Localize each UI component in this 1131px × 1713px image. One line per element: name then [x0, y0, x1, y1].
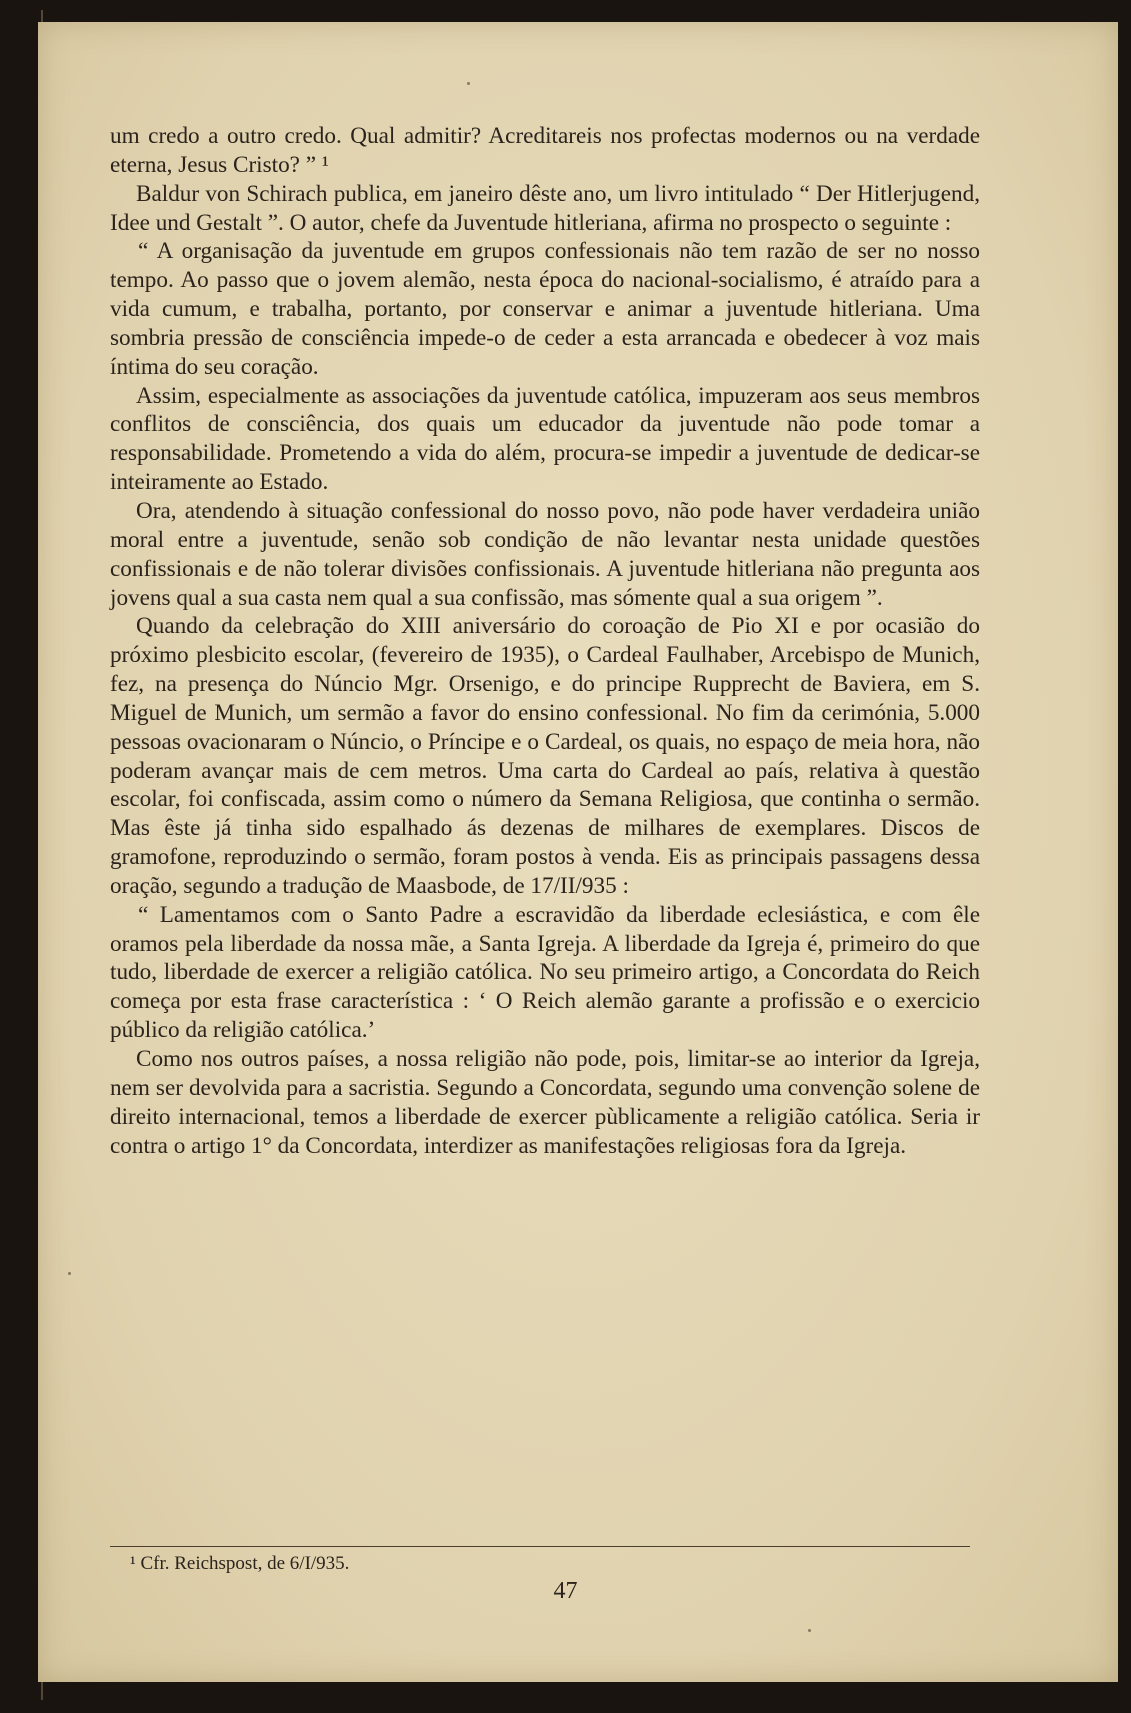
paragraph-2: Baldur von Schirach publica, em janeiro dêste ano, um livro intitulado “ Der Hitlerjugend, Idee und Gestalt ”. O autor, chefe da Juventude hitleriana, afirma no prospecto o seguinte : — [110, 180, 980, 236]
footnote: ¹ Cfr. Reichspost, de 6/I/935. — [130, 1553, 350, 1574]
paper-speck — [68, 1272, 71, 1275]
paper-speck — [808, 1629, 811, 1632]
paragraph-8: Como nos outros países, a nossa religião não pode, pois, limitar-se ao interior da Igreja, nem ser devolvida para a sacristia. Segundo a Concordata, segundo uma convenção solene de direito internacional, temos a liberdade de exercer pùblicamente a religião católica. Seria ir contra o artigo 1° da Concordata, interdizer as manifestações religiosas fora da Igreja. — [110, 1046, 980, 1159]
paper-speck — [467, 82, 470, 85]
paragraph-3: “ A organisação da juventude em grupos confessionais não tem razão de ser no nosso tempo. Ao passo que o jovem alemão, nesta época do nacional-socialismo, é atraído para a vida cumum, e trabalha, portanto, por conservar e animar a juventude hitleriana. Uma sombria pressão de consciência impede-o de ceder a esta arrancada e obedecer à voz mais íntima do seu coração. — [110, 238, 980, 380]
page-number: 47 — [553, 1578, 578, 1604]
paragraph-1: um credo a outro credo. Qual admitir? Acreditareis nos profectas modernos ou na verdade eterna, Jesus Cristo? ” ¹ — [110, 123, 980, 178]
body-text — [110, 122, 980, 1160]
paragraph-5: Ora, atendendo à situação confessional do nosso povo, não pode haver verdadeira união moral entre a juventude, senão sob condição de não levantar nesta unidade questões confissionais e de não tolerar divisões confissionais. A juventude hitleriana não pregunta aos jovens qual a sua casta nem qual a sua confissão, mas sómente qual a sua origem ”. — [110, 497, 980, 611]
paragraph-6: Quando da celebração do XIII aniversário do coroação de Pio XI e por ocasião do próximo plesbicito escolar, (fevereiro de 1935), o Cardeal Faulhaber, Arcebispo de Munich, fez, na presença do Núncio Mgr. Orsenigo, e do principe Rupprecht de Baviera, em S. Miguel de Munich, um sermão a favor do ensino confessional. No fim da cerimónia, 5.000 pessoas ovacionaram o Núncio, o Príncipe e o Cardeal, os quais, no espaço de meia hora, não poderam avançar mais de cem metros. Uma carta do Cardeal ao país, relativa à questão escolar, foi confiscada, assim como o número da Semana Religiosa, que continha o sermão. Mas êste já tinha sido espalhado ás dezenas de milhares de exemplares. Discos de gramofone, reproduzindo o sermão, foram postos à venda. Eis as principais passagens dessa oração, segundo a tradução de Maasbode, de 17/II/935 : — [110, 613, 980, 899]
paragraph-7: “ Lamentamos com o Santo Padre a escravidão da liberdade eclesiástica, e com êle oramos pela liberdade da nossa mãe, a Santa Igreja. A liberdade da Igreja é, primeiro do que tudo, liberdade de exercer a religião católica. No seu primeiro artigo, a Concordata do Reich começa por esta frase característica : ‘ O Reich alemão garante a profissão e o exercicio público da religião católica.’ — [110, 901, 980, 1044]
paragraph-4: Assim, especialmente as associações da juventude católica, impuzeram aos seus membros conflitos de consciência, dos quais um educador da juventude não pode tomar a responsabilidade. Prometendo a vida do além, procura-se impedir a juventude de dedicar-se inteiramente ao Estado. — [110, 382, 980, 496]
footnote-divider — [110, 1546, 970, 1547]
